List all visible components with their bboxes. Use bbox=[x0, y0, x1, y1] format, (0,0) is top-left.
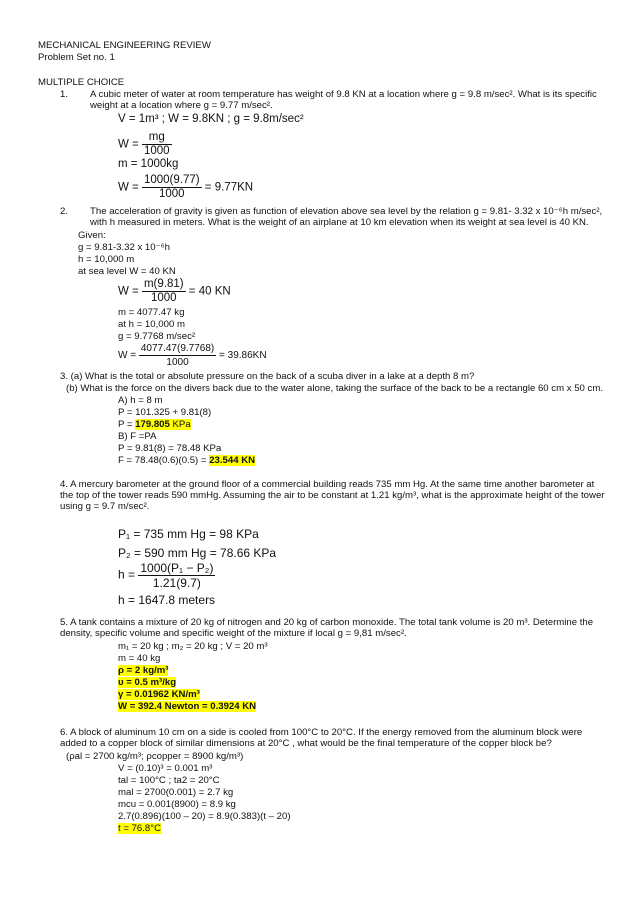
problem-4-text: 4. A mercury barometer at the ground floor of a commercial building reads 735 mm Hg. At the same time another barometer at the top of the tower reads 590 mmHg. Assuming the air to be constant at 1.21 kg/m³, what is the approximate height of the tower using g = 9.7 m/sec². bbox=[60, 479, 605, 512]
p2-weight-sea-level: W = $\frac{m(9.81)}{1000}$ = 40 KN bbox=[118, 278, 231, 304]
p5-specific-volume-answer: υ = 0.5 m³/kg bbox=[118, 677, 177, 688]
p2-given-h: h = 10,000 m bbox=[78, 254, 135, 265]
p1-mass: m = 1000kg bbox=[118, 158, 179, 170]
p4-pressure-1: P₁ = 735 mm Hg = 98 KPa bbox=[118, 527, 259, 541]
p3-force-formula: B) F =PA bbox=[118, 431, 157, 442]
p1-weight-formula: W = $\frac{mg}{1000}$ bbox=[118, 131, 170, 157]
p1-weight-result: W = $\frac{1000(9.77)}{1000}$ = 9.77KN bbox=[118, 174, 254, 200]
problem-1-number: 1. bbox=[60, 89, 69, 100]
p2-gravity: g = 9.7768 m/sec² bbox=[118, 331, 196, 342]
p2-given-w: at sea level W = 40 KN bbox=[78, 266, 176, 277]
p2-mass: m = 4077.47 kg bbox=[118, 307, 185, 318]
p6-given-densities: (ρal = 2700 kg/m³; ρcopper = 8900 kg/m³) bbox=[66, 751, 244, 762]
p4-pressure-2: P₂ = 590 mm Hg = 78.66 KPa bbox=[118, 546, 277, 560]
problem-3b-text: (b) What is the force on the divers back due to the water alone, taking the surface of the back to be a rectangle 60 cm x 50 cm. bbox=[66, 383, 604, 394]
p4-height-formula: h = $\frac{\text{1000(P₁ − P₂)}}{1.21(9.7)}$ bbox=[118, 561, 214, 590]
problem-5-text: 5. A tank contains a mixture of 20 kg of nitrogen and 20 kg of carbon monoxide. The total tank volume is 20 m³. Determine the density, specific volume and specific weight of the mixture if local g = 9,81 m/sec². bbox=[60, 617, 594, 639]
p3-water-pressure: P = 9.81(8) = 78.48 KPa bbox=[118, 443, 222, 454]
p3-depth: A) h = 8 m bbox=[118, 395, 163, 406]
p6-aluminum-mass: mal = 2700(0.001) = 2.7 kg bbox=[118, 787, 234, 798]
p6-copper-mass: mcu = 0.001(8900) = 8.9 kg bbox=[118, 799, 236, 810]
problem-6-text: 6. A block of aluminum 10 cm on a side is cooled from 100°C to 20°C. If the energy removed from the aluminum block were added to a copper block of similar dimensions at 20°C , what would be the final temperature of the copper block be? bbox=[60, 727, 583, 749]
p3-answer-b: 23.544 KN bbox=[209, 455, 256, 466]
problem-3a-text: 3. (a) What is the total or absolute pressure on the back of a scuba diver in a lake at a depth 8 m? bbox=[60, 371, 475, 382]
p2-height: at h = 10,000 m bbox=[118, 319, 185, 330]
p5-specific-weight-answer: γ = 0.01962 KN/m³ bbox=[118, 689, 200, 700]
p3-answer-a: 179.805 bbox=[135, 419, 170, 430]
p6-temperatures: tal = 100°C ; ta2 = 20°C bbox=[118, 775, 220, 786]
p6-final-temp-answer: t = 76.8°C bbox=[118, 823, 162, 834]
p5-total-mass: m = 40 kg bbox=[118, 653, 161, 664]
problem-2-number: 2. bbox=[60, 206, 69, 217]
problem-2-text: The acceleration of gravity is given as function of elevation above sea level by the relation g = 9.81- 3.32 x 10⁻⁶h m/sec², with h measured in meters. What is the weight of an airplane at 10 km elevation when its weight at sea level is 40 KN. bbox=[90, 206, 603, 228]
doc-subtitle: Problem Set no. 1 bbox=[38, 52, 115, 63]
p2-weight-result: W = $\frac{4077.47(9.7768)}{1000}$ = 39.86KN bbox=[118, 343, 267, 368]
doc-title: MECHANICAL ENGINEERING REVIEW bbox=[38, 40, 211, 51]
section-heading: MULTIPLE CHOICE bbox=[38, 77, 125, 88]
p2-given-g: g = 9.81-3.32 x 10⁻⁶h bbox=[78, 242, 170, 253]
p3-pressure-answer: P = 179.805 KPa bbox=[118, 419, 191, 430]
p4-height-answer: h = 1647.8 meters bbox=[118, 593, 216, 607]
p6-energy-balance: 2.7(0.896)(100 – 20) = 8.9(0.383)(t – 20) bbox=[118, 811, 291, 822]
p5-density-answer: ρ = 2 kg/m³ bbox=[118, 665, 169, 676]
p5-masses: m₁ = 20 kg ; m₂ = 20 kg ; V = 20 m³ bbox=[118, 641, 268, 652]
p5-weight-answer: W = 392.4 Newton = 0.3924 KN bbox=[118, 701, 257, 712]
p1-given-equation: V = 1m³ ; W = 9.8KN ; g = 9.8m/sec² bbox=[118, 113, 304, 125]
p2-given-label: Given: bbox=[78, 230, 106, 241]
p3-pressure-formula: P = 101.325 + 9.81(8) bbox=[118, 407, 212, 418]
problem-1-text: A cubic meter of water at room temperature has weight of 9.8 KN at a location where g = 9.8 m/sec². What is its specific weight at a location where g = 9.77 m/sec². bbox=[90, 89, 597, 111]
p6-volume: V = (0.10)³ = 0.001 m³ bbox=[118, 763, 213, 774]
p3-force-answer: F = 78.48(0.6)(0.5) = 23.544 KN bbox=[118, 455, 256, 466]
